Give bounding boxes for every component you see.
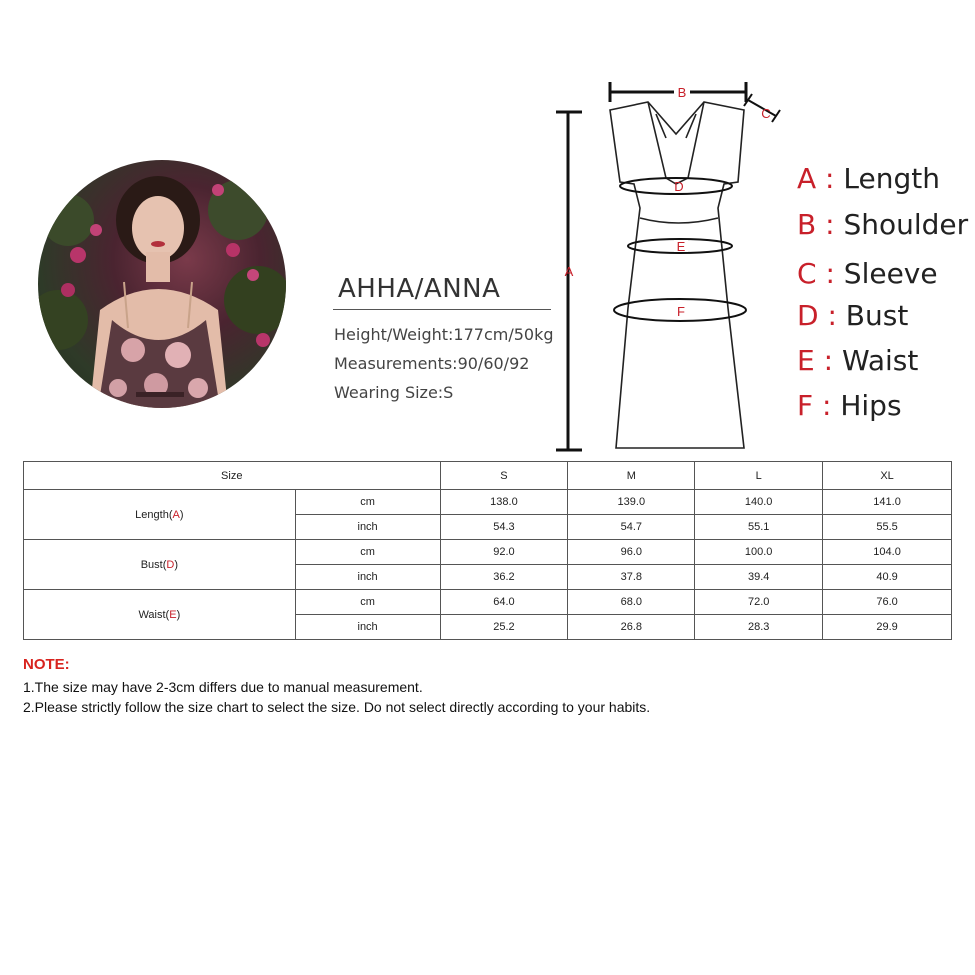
note-line: 2.Please strictly follow the size chart to select the size. Do not select directly according to your habits. <box>23 699 651 715</box>
size-column-header: S <box>440 462 568 490</box>
top-section <box>0 0 975 460</box>
value-cell: 25.2 <box>440 615 568 640</box>
value-cell: 68.0 <box>568 590 695 615</box>
legend-letter: B <box>797 208 817 241</box>
legend-label: Length <box>843 162 940 195</box>
measurement-name-cell: Length(A) <box>24 490 296 540</box>
model-name-underline <box>333 309 551 310</box>
model-photo-illustration <box>38 160 286 408</box>
model-height-weight: Height/Weight:177cm/50kg <box>334 325 554 344</box>
unit-cell: cm <box>295 590 440 615</box>
value-cell: 92.0 <box>440 540 568 565</box>
value-cell: 37.8 <box>568 565 695 590</box>
size-header-cell: Size <box>24 462 441 490</box>
value-cell: 96.0 <box>568 540 695 565</box>
value-cell: 54.7 <box>568 515 695 540</box>
measurement-name-cell: Waist(E) <box>24 590 296 640</box>
size-column-header: M <box>568 462 695 490</box>
value-cell: 29.9 <box>823 615 952 640</box>
notes-section <box>23 656 953 717</box>
value-cell: 100.0 <box>695 540 823 565</box>
value-cell: 36.2 <box>440 565 568 590</box>
diagram-label-d: D <box>674 179 684 194</box>
legend-letter: F <box>797 389 814 422</box>
diagram-label-f: F <box>677 304 685 319</box>
unit-cell: cm <box>295 490 440 515</box>
diagram-label-c: C <box>761 106 771 121</box>
diagram-label-e: E <box>676 239 686 254</box>
value-cell: 28.3 <box>695 615 823 640</box>
value-cell: 76.0 <box>823 590 952 615</box>
diagram-label-b: B <box>677 85 687 100</box>
value-cell: 26.8 <box>568 615 695 640</box>
unit-cell: cm <box>295 540 440 565</box>
note-title: NOTE: <box>23 656 70 673</box>
value-cell: 140.0 <box>695 490 823 515</box>
legend-label: Waist <box>841 344 919 377</box>
size-column-header: L <box>695 462 823 490</box>
value-cell: 138.0 <box>440 490 568 515</box>
value-cell: 72.0 <box>695 590 823 615</box>
table-header-row <box>24 462 952 490</box>
table-row <box>24 490 952 515</box>
legend-letter: A <box>797 162 817 195</box>
legend-item-sleeve: C : Sleeve <box>797 257 938 290</box>
legend-label: Sleeve <box>843 257 938 290</box>
legend-letter: C <box>797 257 817 290</box>
legend-item-hips: F : Hips <box>797 389 902 422</box>
legend-label: Shoulder <box>843 208 969 241</box>
dress-measurement-diagram <box>548 78 788 456</box>
value-cell: 55.1 <box>695 515 823 540</box>
value-cell: 104.0 <box>823 540 952 565</box>
unit-cell: inch <box>295 565 440 590</box>
value-cell: 139.0 <box>568 490 695 515</box>
measurement-name-cell: Bust(D) <box>24 540 296 590</box>
legend-item-waist: E : Waist <box>797 344 919 377</box>
value-cell: 40.9 <box>823 565 952 590</box>
table-row <box>24 540 952 565</box>
model-photo <box>38 160 286 408</box>
legend-item-shoulder: B : Shoulder <box>797 208 969 241</box>
legend-label: Bust <box>845 299 909 332</box>
model-wearing-size: Wearing Size:S <box>334 383 454 402</box>
size-chart-table <box>23 461 952 640</box>
unit-cell: inch <box>295 515 440 540</box>
diagram-label-a: A <box>564 264 574 279</box>
value-cell: 55.5 <box>823 515 952 540</box>
value-cell: 64.0 <box>440 590 568 615</box>
legend-item-bust: D : Bust <box>797 299 909 332</box>
legend-item-length: A : Length <box>797 162 940 195</box>
legend-letter: D <box>797 299 819 332</box>
size-column-header: XL <box>823 462 952 490</box>
unit-cell: inch <box>295 615 440 640</box>
legend-label: Hips <box>840 389 902 422</box>
model-name: AHHA/ANNA <box>338 274 501 304</box>
model-measurements: Measurements:90/60/92 <box>334 354 530 373</box>
note-line: 1.The size may have 2-3cm differs due to manual measurement. <box>23 679 423 695</box>
value-cell: 39.4 <box>695 565 823 590</box>
value-cell: 141.0 <box>823 490 952 515</box>
legend-letter: E <box>797 344 815 377</box>
table-row <box>24 590 952 615</box>
value-cell: 54.3 <box>440 515 568 540</box>
